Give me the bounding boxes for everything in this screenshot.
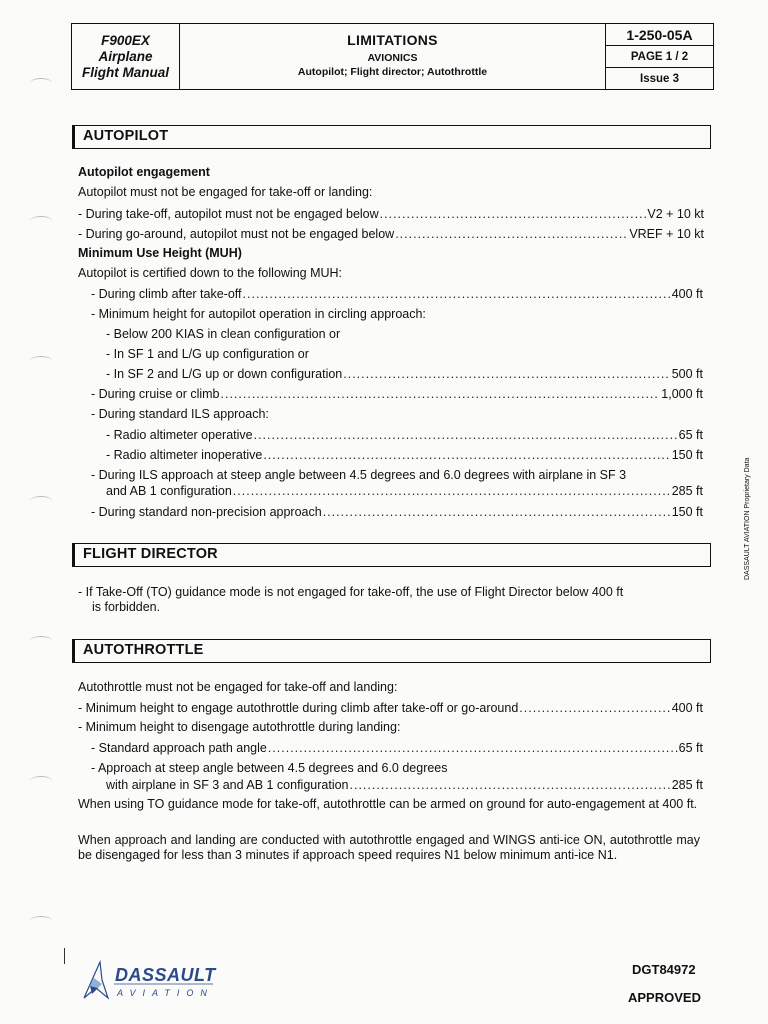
manual-line3: Flight Manual [82,64,169,80]
climb-label: - During climb after take-off [91,287,242,301]
doc-ref: 1-250-05A [606,24,713,46]
at-std-label: - Standard approach path angle [91,741,267,755]
page-title: LIMITATIONS [347,32,438,48]
margin-mark [30,356,52,366]
ils-label: - During standard ILS approach: [91,407,269,421]
circling-option-b: - In SF 1 and L/G up configuration or [106,347,309,361]
engagement-intro: Autopilot must not be engaged for take-off or landing: [78,185,373,199]
page-topic: Autopilot; Flight director; Autothrottle [297,66,488,78]
npa-label: - During standard non-precision approach [91,505,322,519]
section-flight-director: FLIGHT DIRECTOR [72,543,711,567]
at-steep-row [106,777,703,793]
steep-ils-value: 285 ft [671,484,703,498]
at-engage-label: - Minimum height to engage autothrottle during climb after take-off or go-around [78,701,519,715]
at-steep-value: 285 ft [671,778,703,792]
circling-c-row [106,366,703,382]
document-number: DGT84972 [632,962,696,977]
at-intro: Autothrottle must not be engaged for take-off and landing: [78,680,398,694]
at-disengage-label: - Minimum height to disengage autothrottle during landing: [78,720,401,734]
at-steep-line1: - Approach at steep angle between 4.5 degrees and 6.0 degrees [91,761,448,775]
at-std-value: 65 ft [678,741,703,755]
ra-inop-label: - Radio altimeter inoperative [106,448,263,462]
climb-value: 400 ft [671,287,703,301]
goaround-row [78,226,704,242]
at-std-row [91,740,703,756]
fd-line2: is forbidden. [92,600,161,614]
circling-value: 500 ft [671,367,703,381]
approval-status: APPROVED [628,990,701,1005]
header-table [71,23,714,90]
climb-row [91,286,703,302]
page-subtitle: AVIONICS [367,52,418,64]
cruise-label: - During cruise or climb [91,387,220,401]
margin-mark [30,636,52,646]
margin-mark [30,496,52,506]
issue-number: Issue 3 [640,72,679,85]
muh-heading: Minimum Use Height (MUH) [78,246,242,260]
manual-line2: Airplane [98,48,153,64]
cruise-value: 1,000 ft [661,387,703,401]
at-paragraph-2: When approach and landing are conducted with autothrottle engaged and WINGS anti-ice ON, autothrottle may be disengaged for less than 3 minutes if approach speed requires N1 below minimum anti-ice N1. [78,833,700,862]
ra-inop-value: 150 ft [671,448,703,462]
steep-ils-line2: and AB 1 configuration [106,484,232,498]
manual-line1: F900EX [101,32,150,48]
ra-op-label: - Radio altimeter operative [106,428,253,442]
margin-mark [30,916,52,926]
ra-op-value: 65 ft [678,428,703,442]
steep-ils-row [106,483,703,499]
npa-row [91,504,703,520]
margin-mark [30,216,52,226]
ra-inop-row [106,447,703,463]
title-cell [180,24,606,89]
at-engage-value: 400 ft [671,701,703,715]
section-autopilot: AUTOPILOT [72,125,711,149]
margin-mark [30,776,52,786]
logo-subtitle: AVIATION [117,988,214,998]
muh-intro: Autopilot is certified down to the following MUH: [78,266,343,280]
margin-mark [30,78,52,88]
circling-option-a: - Below 200 KIAS in clean configuration or [106,327,341,341]
at-paragraph-1: When using TO guidance mode for take-off, autothrottle can be armed on ground for auto-engagement at 400 ft. [78,797,698,811]
logo-name: DASSAULT [115,965,216,985]
reference-cell [606,24,713,89]
circling-label: - Minimum height for autopilot operation in circling approach: [91,307,426,321]
ra-op-row [106,427,703,443]
engagement-heading: Autopilot engagement [78,165,210,179]
npa-value: 150 ft [671,505,703,519]
cruise-row [91,386,703,402]
section-autothrottle: AUTOTHROTTLE [72,639,711,663]
at-engage-row [78,700,703,716]
takeoff-label: - During take-off, autopilot must not be engaged below [78,207,379,221]
manual-name-cell [72,24,180,89]
goaround-value: VREF + 10 kt [629,227,704,241]
page-number: PAGE 1 / 2 [606,46,713,68]
fd-line1: - If Take-Off (TO) guidance mode is not engaged for take-off, the use of Flight Director below 400 ft [78,585,624,599]
footer-divider [64,948,65,964]
steep-ils-line1: - During ILS approach at steep angle between 4.5 degrees and 6.0 degrees with airplane in SF 3 [91,468,627,482]
proprietary-side-text: DASSAULT AVIATION Proprietary Data [744,457,751,580]
at-steep-line2: with airplane in SF 3 and AB 1 configuration [106,778,349,792]
circling-option-c: - In SF 2 and L/G up or down configuration [106,367,343,381]
takeoff-value: V2 + 10 kt [647,207,704,221]
takeoff-row [78,206,704,222]
goaround-label: - During go-around, autopilot must not be engaged below [78,227,395,241]
